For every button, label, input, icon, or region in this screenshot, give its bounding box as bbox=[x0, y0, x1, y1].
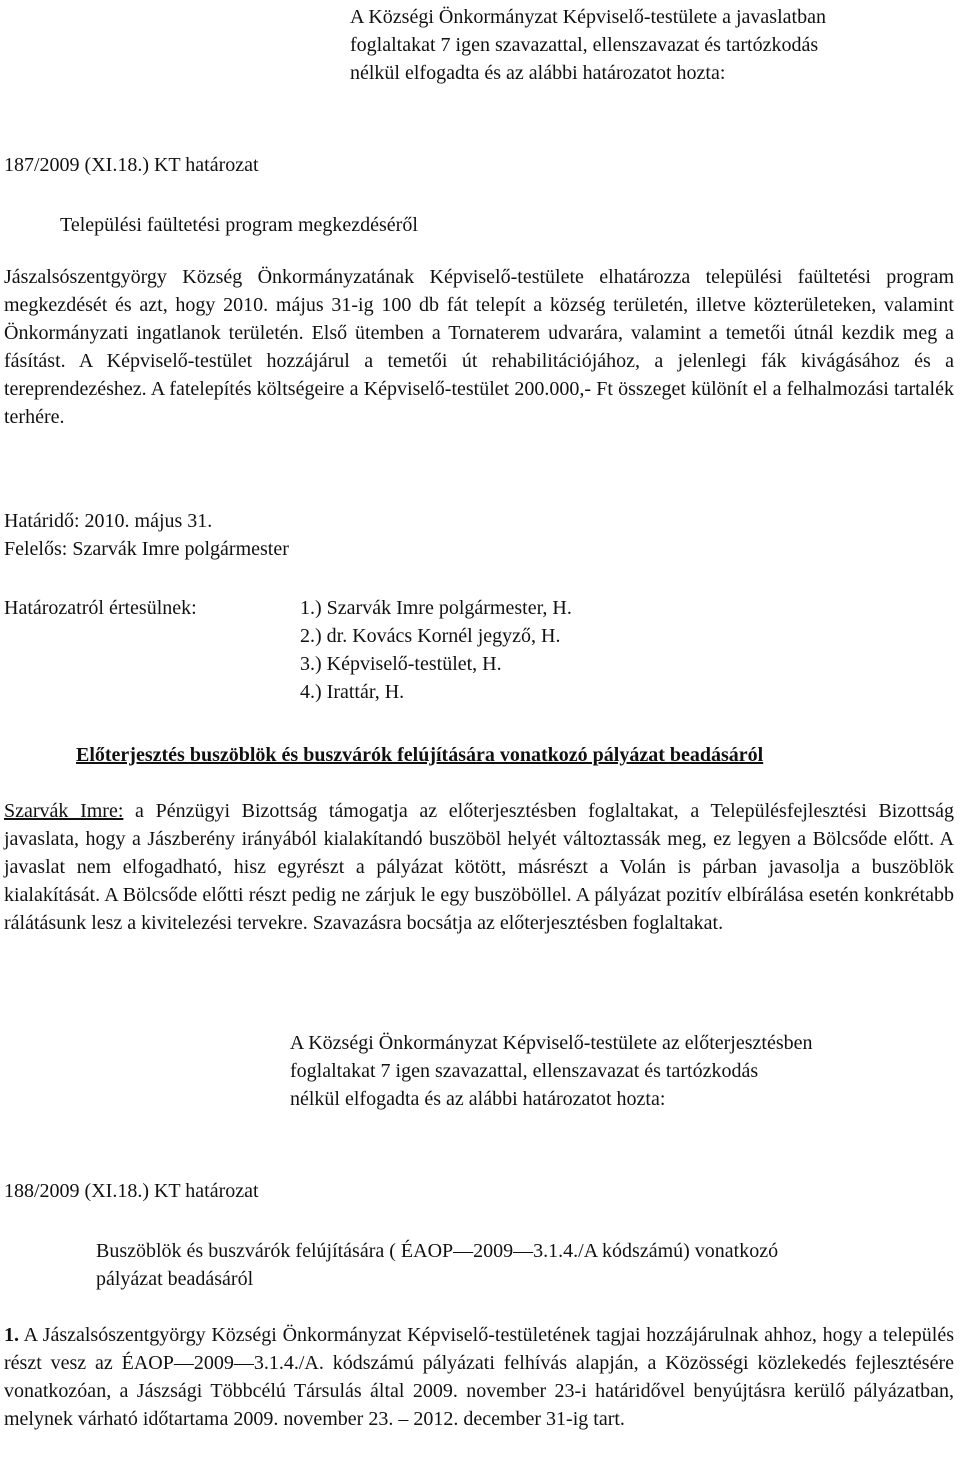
recipient-item: 4.) Irattár, H. bbox=[300, 681, 405, 703]
recipients-label: Határozatról értesülnek: bbox=[4, 597, 197, 619]
resolution-2-title bbox=[96, 1237, 946, 1293]
resolution-2-title-line: Buszöblök és buszvárók felújítására ( ÉAOP—2009—3.1.4./A kódszámú) vonatkozó bbox=[96, 1240, 779, 1262]
speech-paragraph bbox=[4, 797, 954, 937]
resolution-1-deadline: Határidő: 2010. május 31. bbox=[4, 510, 213, 532]
recipient-item: 2.) dr. Kovács Kornél jegyző, H. bbox=[300, 625, 561, 647]
approval-intro-2-line: foglaltakat 7 igen szavazattal, ellenszavazat és tartózkodás bbox=[290, 1060, 759, 1082]
resolution-2-number: 188/2009 (XI.18.) KT határozat bbox=[4, 1180, 259, 1202]
approval-intro-1-line: foglaltakat 7 igen szavazattal, ellenszavazat és tartózkodás bbox=[350, 34, 819, 56]
approval-intro-2-line: A Községi Önkormányzat Képviselő-testülete az előterjesztésben bbox=[286, 1032, 813, 1054]
approval-intro-1 bbox=[350, 3, 950, 87]
approval-intro-1-line: A Községi Önkormányzat Képviselő-testülete a javaslatban bbox=[350, 6, 826, 28]
speech-text: a Pénzügyi Bizottság támogatja az előterjesztésben foglaltakat, a Településfejlesztési Bizottság javaslata, hogy a Jászberény irányából kialakítandó buszöböl helyét változtassák meg, ez legyen a Bölcsőde előtt. A javaslat nem elfogadható, hisz egyrészt a pályázat kötött, másrészt a Volán is párban javasolja a buszöblök kialakítását. A Bölcsőde előtti részt pedig ne zárjuk le egy buszöböllel. A pályázat pozitív elbírálása esetén konkrétabb rálátásunk lesz a kivitelezési tervekre. Szavazásra bocsátja az előterjesztésben foglaltakat. bbox=[4, 800, 954, 934]
speaker-name: Szarvák Imre: bbox=[4, 800, 124, 822]
resolution-1-responsible: Felelős: Szarvák Imre polgármester bbox=[4, 538, 289, 560]
resolution-1-title: Települési faültetési program megkezdéséről bbox=[60, 214, 418, 236]
recipient-item: 1.) Szarvák Imre polgármester, H. bbox=[300, 597, 572, 619]
recipients-list bbox=[300, 594, 572, 706]
section-heading: Előterjesztés buszöblök és buszvárók felújítására vonatkozó pályázat beadásáról bbox=[76, 744, 764, 766]
recipient-item: 3.) Képviselő-testület, H. bbox=[300, 653, 502, 675]
approval-intro-2-line: nélkül elfogadta és az alábbi határozatot hozta: bbox=[290, 1088, 666, 1110]
resolution-2-title-line: pályázat beadásáról bbox=[96, 1268, 254, 1290]
resolution-1-number: 187/2009 (XI.18.) KT határozat bbox=[4, 154, 259, 176]
approval-intro-2 bbox=[286, 1029, 956, 1113]
point-text: A Jászalsószentgyörgy Községi Önkormányzat Képviselő-testületének tagjai hozzájárulnak ahhoz, hogy a település részt vesz az ÉAOP—2009—3.1.4./A. kódszámú pályázati felhívás alapján, a Közösségi közlekedés fejlesztésére vonatkozóan, a Jászsági Többcélú Társulás által 2009. november 23-i határidővel benyújtásra kerülő pályázatban, melynek várható időtartama 2009. november 23. – 2012. december 31-ig tart. bbox=[4, 1324, 954, 1430]
point-number: 1. bbox=[4, 1324, 19, 1346]
resolution-2-point-1 bbox=[4, 1321, 954, 1433]
resolution-1-body: Jászalsószentgyörgy Község Önkormányzatának Képviselő-testülete elhatározza települési faültetési program megkezdését és azt, hogy 2010. május 31-ig 100 db fát telepít a község területén, illetve közterületeken, valamint Önkormányzati ingatlanok területén. Első ütemben a Tornaterem udvarára, valamint a temetői útnál kezdik meg a fásítást. A Képviselő-testület hozzájárul a temetői út rehabilitációjához, a jelenlegi fák kivágásához és a tereprendezéshez. A fatelepítés költségeire a Képviselő-testület 200.000,- Ft összeget különít el a felhalmozási tartalék terhére. bbox=[4, 266, 954, 428]
approval-intro-1-line: nélkül elfogadta és az alábbi határozatot hozta: bbox=[350, 62, 726, 84]
